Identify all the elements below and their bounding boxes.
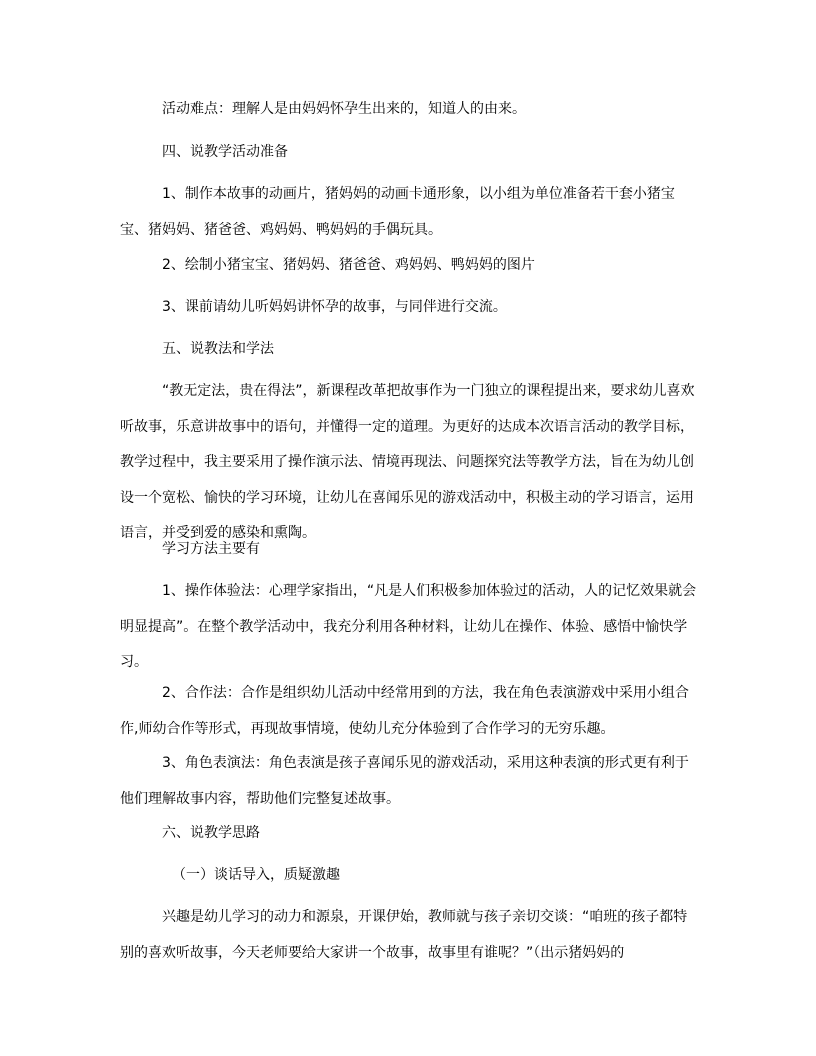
intro-paragraph: 兴趣是幼儿学习的动力和源泉，开课伊始，教师就与孩子亲切交谈：“咱班的孩子都特别的喜欢听故事，今天老师要给大家讲一个故事，故事里有谁呢？”（出示猪妈妈的 <box>120 909 688 961</box>
difficulty-paragraph: 活动难点：理解人是由妈妈怀孕生出来的，知道人的由来。 <box>162 101 526 117</box>
learning-method-3: 3、角色表演法：角色表演是孩子喜闻乐见的游戏活动，采用这种表演的形式更有利于他们理解故事内容，帮助他们完整复述故事。 <box>120 755 689 807</box>
methods-paragraph: “教无定法，贵在得法”，新课程改革把故事作为一门独立的课程提出来，要求幼儿喜欢听故事，乐意讲故事中的语句，并懂得一定的道理。为更好的达成本次语言活动的教学目标，教学过程中，我主要采用了操作演示法、情境再现法、问题探究法等教学方法，旨在为幼儿创设一个宽松、愉快的学习环境，让幼儿在喜闻乐见的游戏活动中，积极主动的学习语言，运用语言，并受到爱的感染和熏陶。 <box>120 383 695 541</box>
preparation-item-1: 1、制作本故事的动画片，猪妈妈的动画卡通形象，以小组为单位准备若干套小猪宝宝、猪妈妈、猪爸爸、鸡妈妈、鸭妈妈的手偶玩具。 <box>120 186 675 238</box>
learning-methods-heading: 学习方法主要有 <box>162 541 260 557</box>
preparation-item-2: 2、绘制小猪宝宝、猪妈妈、猪爸爸、鸡妈妈、鸭妈妈的图片 <box>162 257 535 273</box>
section-heading-methods: 五、说教法和学法 <box>162 341 274 357</box>
learning-method-2: 2、合作法：合作是组织幼儿活动中经常用到的方法，我在角色表演游戏中采用小组合作,师幼合作等形式，再现故事情境，使幼儿充分体验到了合作学习的无穷乐趣。 <box>120 685 689 737</box>
preparation-item-3: 3、课前请幼儿听妈妈讲怀孕的故事，与同伴进行交流。 <box>162 299 507 315</box>
subsection-heading-intro: （一）谈话导入，质疑激趣 <box>172 867 340 883</box>
section-heading-approach: 六、说教学思路 <box>162 825 260 841</box>
learning-method-1: 1、操作体验法：心理学家指出，“凡是人们积极参加体验过的活动，人的记忆效果就会明显提高”。在整个教学活动中，我充分利用各种材料，让幼儿在操作、体验、感悟中愉快学习。 <box>120 583 697 670</box>
section-heading-preparation: 四、说教学活动准备 <box>162 144 288 160</box>
